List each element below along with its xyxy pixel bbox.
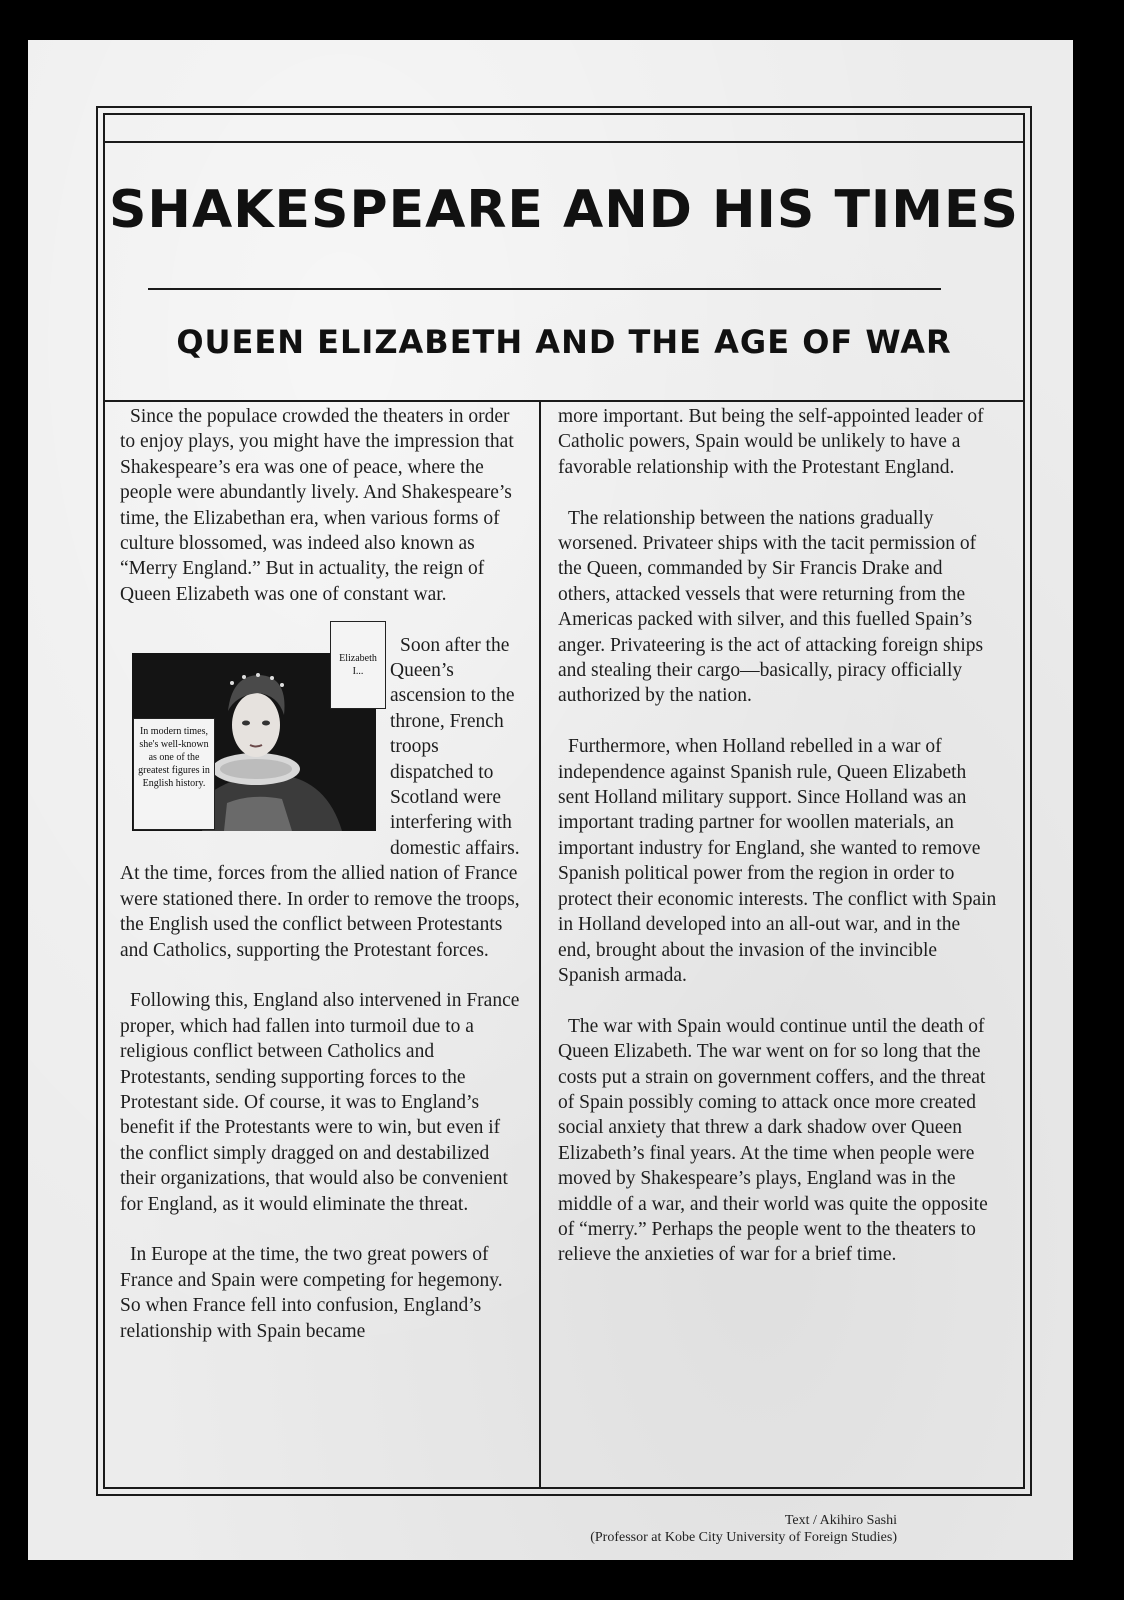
left-paragraph-1: Since the populace crowded the theaters in order to enjoy plays, you might have the impression that Shakespeare’s era was one of peace, where the people were abundantly lively. And Shakespeare’s time, the Elizabethan era, when various forms of culture blossomed, was indeed also known as “Merry England.” But in actuality, the reign of Queen Elizabeth was one of constant war. (120, 406, 514, 605)
right-paragraph-1: The relationship between the nations gradually worsened. Privateer ships with the tacit permission of the Queen, commanded by Sir Francis Drake and others, attacked vessels that were returning from the Americas packed with silver, and this fuelled Spain’s anger. Privateering is the act of attacking foreign ships and stealing their cargo—basically, piracy officially authorized by the nation. (558, 507, 984, 707)
portrait-caption-note: In modern times, she's well-known as one of the greatest figures in English history. (133, 718, 215, 830)
portrait-figure (120, 636, 382, 838)
page-paper (28, 40, 1073, 1560)
portrait-caption-name: Elizabeth I... (330, 621, 386, 709)
column-divider (539, 401, 541, 1487)
credit-affiliation: (Professor at Kobe City University of Foreign Studies) (590, 1530, 897, 1545)
right-paragraph-2: Furthermore, when Holland rebelled in a war of independence against Spanish rule, Queen Elizabeth sent Holland military support. Since Holland was an important trading partner for woollen materials, an important industry for England, she wanted to remove Spanish political power from the region in order to protect their economic interests. The conflict with Spain in Holland developed into an all-out war, and in the end, brought about the invasion of the invincible Spanish armada. (558, 736, 997, 986)
right-paragraph-3: The war with Spain would continue until the death of Queen Elizabeth. The war went on for so long that the costs put a strain on government coffers, and the threat of Spain possibly coming to attack once more created social anxiety that threw a dark shadow over Queen Elizabeth’s final years. At the time when people were moved by Shakespeare’s plays, England was in the middle of a war, and their world was quite the opposite of “merry.” Perhaps the people went to the theaters to relieve the anxieties of war for a brief time. (558, 1015, 988, 1266)
right-paragraph-continued: more important. But being the self-appointed leader of Catholic powers, Spain would be unlikely to have a favorable relationship with the Protestant England. (558, 406, 984, 478)
left-column (120, 404, 524, 1369)
header-bottom-rule (103, 400, 1025, 402)
author-credit (590, 1512, 897, 1546)
title-divider (148, 288, 941, 290)
page-title: SHAKESPEARE AND HIS TIMES (108, 180, 1019, 240)
right-column (558, 404, 998, 1293)
left-paragraph-3: Following this, England also intervened in France proper, which had fallen into turmoil due to a religious conflict between Catholics and Protestants, sending supporting forces to the Protestant side. Of course, it was to England’s benefit if the Protestants were to win, but even if the conflict simply dragged on and destabilized their organizations, that would also be convenient for England, as it would eliminate the threat. (120, 990, 520, 1215)
header-top-rule (103, 141, 1025, 143)
left-paragraph-2: Soon after the Queen’s ascension to the throne, French troops dispatched to Scotland were interfering with domestic affairs. At the time, forces from the allied nation of France were stationed there. In order to remove the troops, the English used the conflict between Protestants and Catholics, supporting the Protestant forces. (120, 634, 520, 961)
page-subtitle: QUEEN ELIZABETH AND THE AGE OF WAR (176, 323, 952, 361)
left-paragraph-4: In Europe at the time, the two great powers of France and Spain were competing for hegemony. So when France fell into confusion, England’s relationship with Spain became (120, 1244, 503, 1342)
credit-author: Text / Akihiro Sashi (784, 1513, 897, 1528)
